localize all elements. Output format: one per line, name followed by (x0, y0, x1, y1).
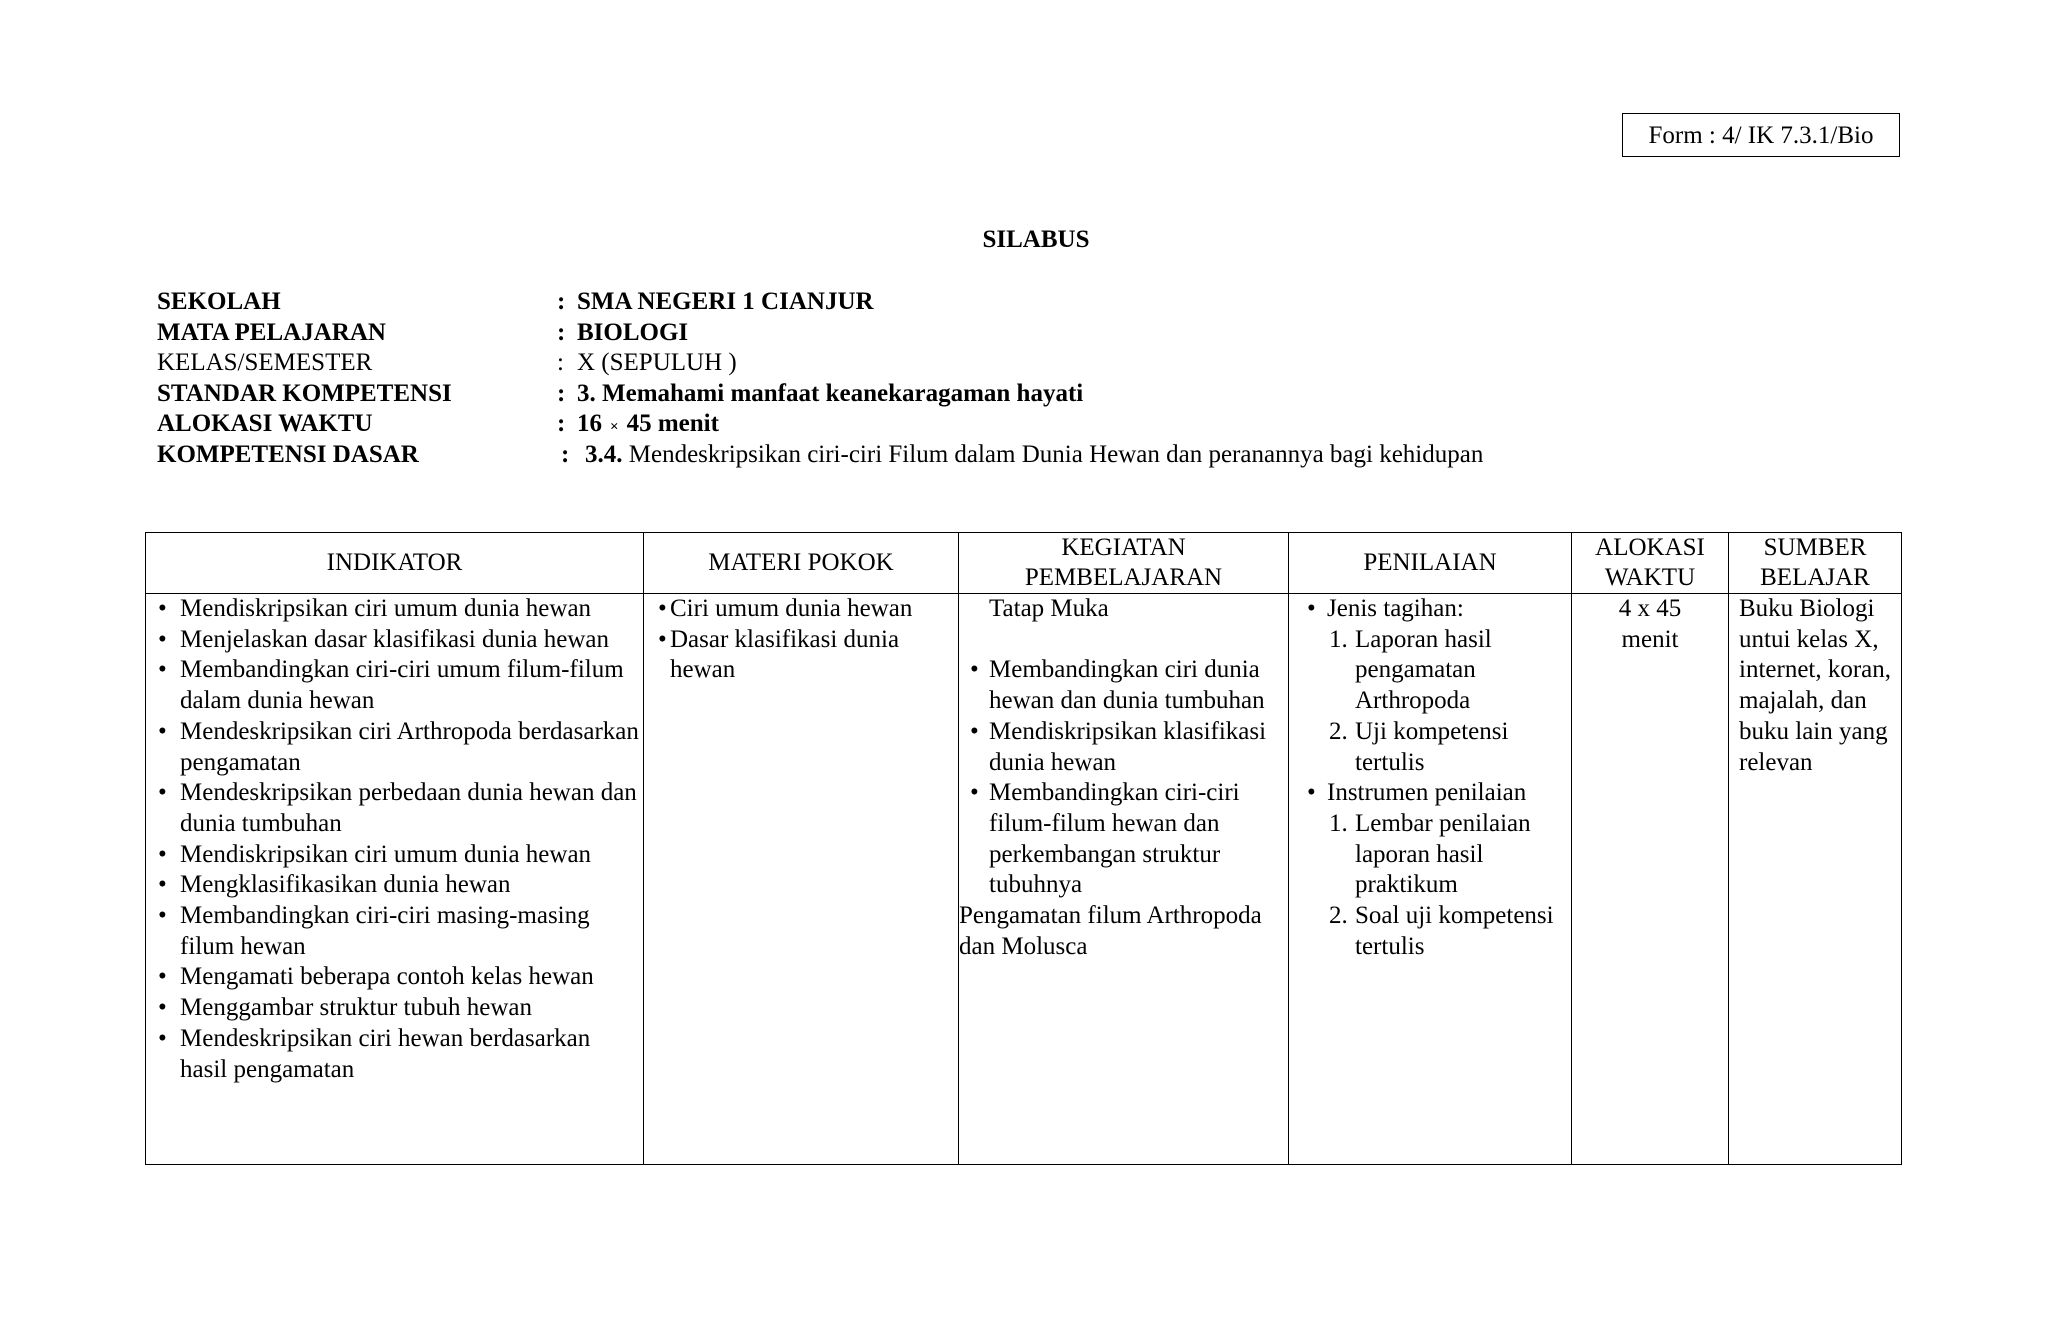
kd-value (585, 440, 1483, 471)
list-item: • Mendeskripsikan ciri Arthropoda berdasarkan pengamatan (148, 717, 639, 778)
kd-text: Mendeskripsikan ciri-ciri Filum dalam Dunia Hewan dan peranannya bagi kehidupan (628, 440, 1484, 468)
kd-label: KOMPETENSI DASAR (157, 440, 419, 468)
list-item: • Mendeskripsikan perbedaan dunia hewan dan dunia tumbuhan (148, 778, 639, 839)
header-sumber-line1: SUMBER (1763, 534, 1867, 561)
cell-alokasi-waktu (1572, 594, 1729, 1165)
list-item: • Dasar klasifikasi dunia hewan (648, 625, 956, 686)
list-item (1297, 717, 1567, 778)
mapel-value: BIOLOGI (577, 318, 689, 346)
list-item: • Membandingkan ciri dunia hewan dan dunia tumbuhan (969, 655, 1278, 716)
item-text: Lembar penilaian laporan hasil praktikum (1355, 809, 1531, 899)
document-title: SILABUS (982, 226, 1090, 253)
list-item: • Membandingkan ciri-ciri filum-filum hewan dan perkembangan struktur tubuhnya (969, 778, 1278, 901)
jenis-tagihan-item (1297, 594, 1567, 625)
header-sumber-belajar (1729, 533, 1902, 594)
header-kegiatan-line1: KEGIATAN (1061, 534, 1186, 561)
header-alokasi-waktu (1572, 533, 1729, 594)
kd-number: 3.4. (585, 440, 623, 468)
header-indikator: INDIKATOR (146, 533, 644, 594)
jenis-tagihan-list (1297, 625, 1567, 779)
list-item (1297, 809, 1567, 901)
item-text: Uji kompetensi tertulis (1355, 717, 1509, 776)
list-item: • Ciri umum dunia hewan (648, 594, 956, 625)
instrumen-label: Instrumen penilaian (1327, 779, 1527, 807)
pengamatan-text: Pengamatan filum Arthropoda dan Molusca (959, 902, 1262, 960)
kelas-value: X (SEPULUH ) (577, 349, 737, 377)
cell-materi-pokok (644, 594, 959, 1165)
cell-indikator (146, 594, 644, 1165)
aw-label: ALOKASI WAKTU (157, 410, 373, 438)
alokasi-line2: menit (1621, 625, 1679, 653)
list-item: • Menggambar struktur tubuh hewan (148, 993, 639, 1024)
indikator-list (148, 594, 639, 1085)
header-penilaian: PENILAIAN (1289, 533, 1572, 594)
item-number: 1. (1329, 809, 1348, 837)
colon: : (557, 349, 564, 377)
form-code-box: Form : 4/ IK 7.3.1/Bio (1622, 113, 1900, 157)
item-number: 2. (1329, 717, 1348, 745)
sekolah-value: SMA NEGERI 1 CIANJUR (577, 288, 874, 315)
aw-number: 16 (577, 410, 602, 438)
list-item: • Mendiskripsikan ciri umum dunia hewan (148, 840, 639, 871)
cell-sumber-belajar: Buku Biologi untui kelas X, internet, koran, majalah, dan buku lain yang relevan (1729, 594, 1902, 1165)
list-item: • Membandingkan ciri-ciri masing-masing filum hewan (148, 901, 639, 962)
table-header-row (146, 533, 1902, 594)
list-item: • Mendeskripsikan ciri hewan berdasarkan hasil pengamatan (148, 1024, 639, 1085)
cell-penilaian (1289, 594, 1572, 1165)
list-item: • Membandingkan ciri-ciri umum filum-filum dalam dunia hewan (148, 655, 639, 716)
colon: : (557, 318, 566, 346)
aw-unit: 45 menit (626, 410, 719, 438)
tatap-muka-label: Tatap Muka (989, 595, 1109, 622)
header-kegiatan-line2: PEMBELAJARAN (1024, 564, 1223, 591)
materi-list (648, 594, 956, 686)
list-item: • Mendiskripsikan ciri umum dunia hewan (148, 594, 639, 625)
list-item: • Mengamati beberapa contoh kelas hewan (148, 962, 639, 993)
alokasi-line1: 4 x 45 (1618, 595, 1682, 622)
aw-value (577, 409, 719, 443)
kegiatan-list (969, 655, 1278, 901)
instrumen-item (1297, 778, 1567, 809)
cell-kegiatan-pembelajaran (959, 594, 1289, 1165)
times-sign: × (610, 419, 619, 436)
header-kegiatan-pembelajaran (959, 533, 1289, 594)
colon: : (561, 440, 570, 468)
colon: : (557, 410, 566, 438)
syllabus-table (145, 532, 1902, 1165)
item-text: Laporan hasil pengamatan Arthropoda (1355, 625, 1492, 715)
item-number: 2. (1329, 902, 1348, 930)
penilaian-list (1297, 778, 1567, 809)
colon: : (557, 379, 566, 407)
colon: : (557, 288, 566, 315)
spacer (969, 625, 1278, 656)
jenis-tagihan-label: Jenis tagihan: (1327, 595, 1464, 622)
penilaian-list (1297, 594, 1567, 625)
list-item: • Mendiskripsikan klasifikasi dunia hewan (969, 717, 1278, 778)
instrumen-list (1297, 809, 1567, 963)
sk-value: 3. Memahami manfaat keanekaragaman hayati (577, 379, 1084, 407)
list-item: • Mengklasifikasikan dunia hewan (148, 870, 639, 901)
item-text: Soal uji kompetensi tertulis (1355, 902, 1554, 960)
item-number: 1. (1329, 625, 1348, 653)
list-item (1297, 625, 1567, 717)
list-item: • Menjelaskan dasar klasifikasi dunia hewan (148, 625, 639, 656)
list-item (1297, 901, 1567, 962)
sk-label: STANDAR KOMPETENSI (157, 379, 452, 407)
sekolah-label: SEKOLAH (157, 288, 281, 315)
header-materi-pokok: MATERI POKOK (644, 533, 959, 594)
kelas-label: KELAS/SEMESTER (157, 349, 373, 377)
table-row (146, 594, 1902, 1165)
header-sumber-line2: BELAJAR (1760, 564, 1870, 591)
header-alokasi-line1: ALOKASI (1595, 534, 1705, 561)
header-alokasi-line2: WAKTU (1604, 564, 1696, 591)
mapel-label: MATA PELAJARAN (157, 318, 386, 346)
